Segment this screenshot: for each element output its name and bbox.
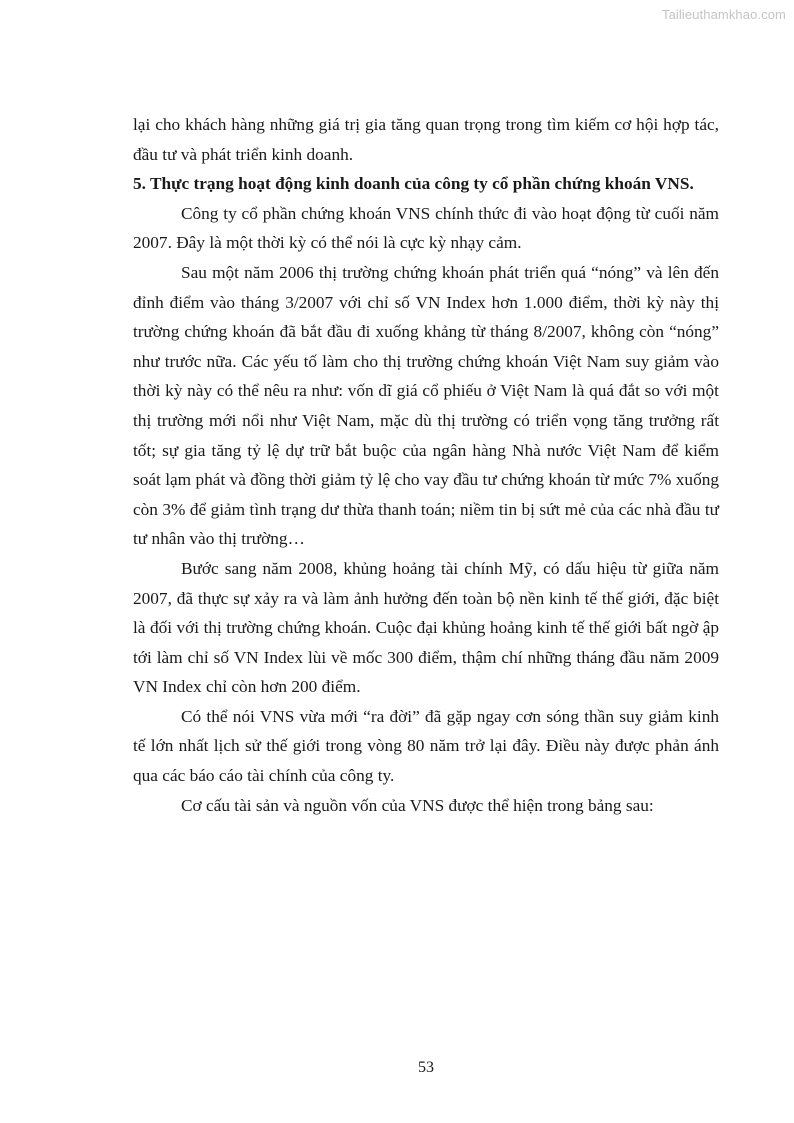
paragraph-vns-impact: Có thể nói VNS vừa mới “ra đời” đã gặp ngay cơn sóng thần suy giảm kinh tế lớn nhất lịch sử thế giới trong vòng 80 năm trở lại đây. Điều này được phản ánh qua các báo cáo tài chính của công ty. xyxy=(133,706,719,786)
section-heading: 5. Thực trạng hoạt động kinh doanh của công ty cổ phần chứng khoán VNS. xyxy=(133,174,694,194)
page-number: 53 xyxy=(418,1059,434,1076)
paragraph-market-2006: Sau một năm 2006 thị trường chứng khoán phát triển quá “nóng” và lên đến đỉnh điểm vào tháng 3/2007 với chỉ số VN Index hơn 1.000 điểm, thời kỳ này thị trường chứng khoán đã bắt đầu đi xuống khảng từ tháng 8/2007, không còn “nóng” như trước nữa. Các yếu tố làm cho thị trường chứng khoán Việt Nam suy giảm vào thời kỳ này có thể nêu ra như: vốn dĩ giá cổ phiếu ở Việt Nam là quá đắt so với một thị trường mới nổi như Việt Nam, mặc dù thị trường có triển vọng tăng trưởng rất tốt; sự gia tăng tỷ lệ dự trữ bắt buộc của ngân hàng Nhà nước Việt Nam để kiểm soát lạm phát và đồng thời giảm tỷ lệ cho vay đầu tư chứng khoán từ mức 7% xuống còn 3% để giảm tình trạng dư thừa thanh toán; niềm tin bị sứt mẻ của các nhà đầu tư tư nhân vào thị trường… xyxy=(133,262,719,549)
paragraph-table-intro: Cơ cấu tài sản và nguồn vốn của VNS được thể hiện trong bảng sau: xyxy=(181,795,654,815)
paragraph-crisis-2008: Bước sang năm 2008, khủng hoảng tài chính Mỹ, có dấu hiệu từ giữa năm 2007, đã thực sự xảy ra và làm ảnh hưởng đến toàn bộ nền kinh tế thế giới, đặc biệt là đối với thị trường chứng khoán. Cuộc đại khủng hoảng kinh tế thế giới bất ngờ ập tới làm chỉ số VN Index lùi về mốc 300 điểm, thậm chí những tháng đầu năm 2009 VN Index chỉ còn hơn 200 điểm. xyxy=(133,558,719,697)
watermark: Tailieuthamkhao.com xyxy=(661,7,786,22)
paragraph-company-start: Công ty cổ phần chứng khoán VNS chính thức đi vào hoạt động từ cuối năm 2007. Đây là một thời kỳ có thể nói là cực kỳ nhạy cảm. xyxy=(133,203,719,253)
paragraph-continuation: lại cho khách hàng những giá trị gia tăng quan trọng trong tìm kiếm cơ hội hợp tác, đầu tư và phát triển kinh doanh. xyxy=(133,115,719,164)
document-body xyxy=(133,110,719,820)
